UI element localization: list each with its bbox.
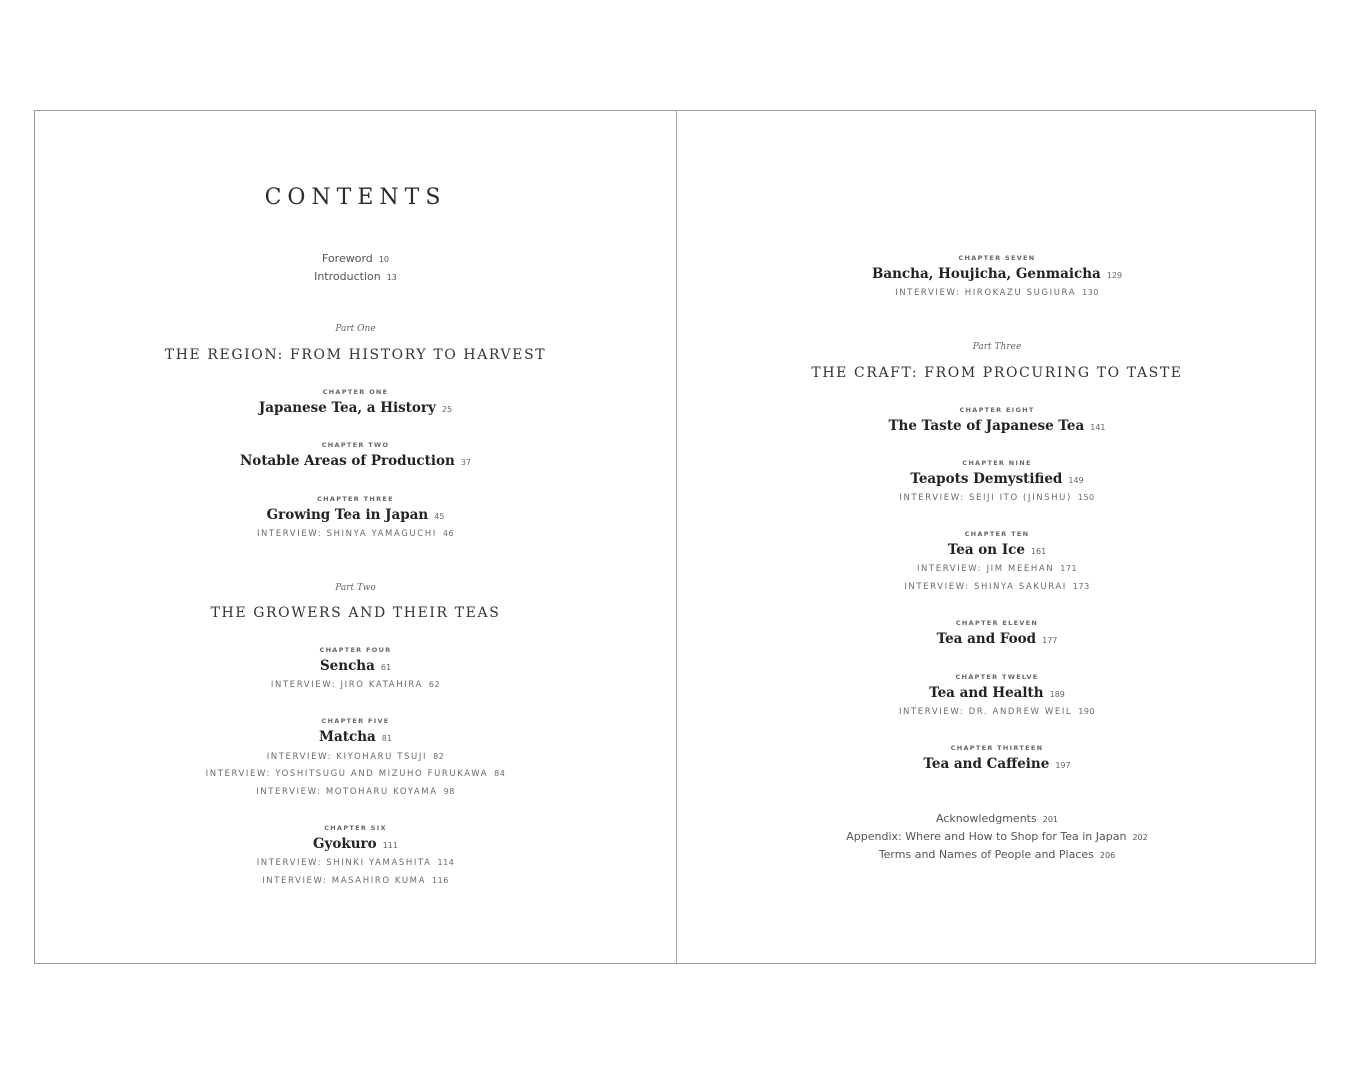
- chapter-twelve-label: CHAPTER TWELVE: [955, 673, 1039, 681]
- interview-page: 114: [437, 858, 455, 867]
- chapter-eight-label: CHAPTER EIGHT: [959, 406, 1035, 414]
- chapter-nine-title: [677, 473, 1317, 487]
- chapter-page: 197: [1055, 761, 1071, 770]
- interview-text: INTERVIEW: YOSHITSUGU AND MIZUHO FURUKAWA: [205, 769, 489, 779]
- interview-entry: [35, 788, 676, 797]
- chapter-page: 37: [460, 458, 472, 467]
- chapter-title-text: Tea on Ice: [947, 542, 1025, 558]
- entry-page: 13: [386, 273, 397, 282]
- interview-entry: [35, 770, 676, 779]
- interview-page: 46: [442, 529, 455, 538]
- part-two-title: THE GROWERS AND THEIR TEAS: [210, 605, 501, 621]
- entry-page: 10: [378, 255, 389, 264]
- entry-page: 201: [1042, 815, 1059, 824]
- interview-page: 84: [494, 769, 506, 778]
- chapter-title-text: Bancha, Houjicha, Genmaicha: [871, 266, 1101, 282]
- chapter-page: 177: [1042, 636, 1058, 645]
- interview-text: INTERVIEW: SEIJI ITO (JINSHU): [899, 493, 1072, 503]
- part-three-label: Part Three: [972, 342, 1022, 352]
- chapter-title-text: Teapots Demystified: [910, 471, 1063, 487]
- interview-text: INTERVIEW: MOTOHARU KOYAMA: [256, 787, 438, 797]
- chapter-page: 161: [1030, 547, 1047, 556]
- chapter-title-text: Tea and Health: [929, 685, 1044, 701]
- chapter-page: 189: [1049, 690, 1065, 699]
- chapter-title-text: Gyokuro: [313, 836, 377, 852]
- chapter-nine-label: CHAPTER NINE: [962, 459, 1032, 467]
- interview-page: 62: [428, 680, 441, 689]
- chapter-page: 111: [382, 841, 398, 850]
- interview-entry: [35, 859, 676, 868]
- interview-page: 82: [433, 752, 445, 761]
- interview-text: INTERVIEW: KIYOHARU TSUJI: [266, 752, 428, 762]
- interview-entry: [35, 753, 676, 762]
- right-page: [677, 111, 1317, 963]
- chapter-page: 61: [380, 663, 392, 672]
- interview-entry: [677, 565, 1317, 574]
- chapter-seven-label: CHAPTER SEVEN: [958, 254, 1036, 262]
- chapter-five-label: CHAPTER FIVE: [321, 717, 390, 725]
- chapter-eight-title: [677, 420, 1317, 434]
- entry-label: Appendix: Where and How to Shop for Tea in Japan: [846, 830, 1127, 843]
- chapter-six-title: [35, 838, 676, 852]
- chapter-title-text: Matcha: [319, 729, 376, 745]
- chapter-eleven-label: CHAPTER ELEVEN: [955, 619, 1039, 627]
- toc-entry-appendix: [677, 831, 1317, 842]
- chapter-thirteen-label: CHAPTER THIRTEEN: [950, 744, 1044, 752]
- book-spread: [34, 110, 1316, 964]
- chapter-page: 81: [381, 734, 392, 743]
- chapter-page: 129: [1106, 271, 1123, 280]
- entry-label: Terms and Names of People and Places: [878, 848, 1094, 861]
- chapter-four-title: [35, 660, 676, 674]
- interview-entry: [35, 530, 676, 539]
- toc-entry-acknowledgments: [677, 813, 1317, 824]
- chapter-title-text: Sencha: [319, 658, 375, 674]
- chapter-title-text: The Taste of Japanese Tea: [888, 418, 1085, 434]
- interview-page: 116: [432, 876, 449, 885]
- part-three-title: THE CRAFT: FROM PROCURING TO TASTE: [811, 365, 1183, 381]
- chapter-two-title: [35, 455, 676, 469]
- interview-page: 98: [443, 787, 455, 796]
- chapter-five-title: [35, 731, 676, 745]
- chapter-thirteen-title: [677, 758, 1317, 772]
- chapter-ten-label: CHAPTER TEN: [964, 530, 1030, 538]
- entry-page: 202: [1132, 833, 1148, 842]
- interview-page: 130: [1082, 288, 1099, 297]
- entry-label: Foreword: [322, 252, 373, 265]
- chapter-six-label: CHAPTER SIX: [324, 824, 387, 832]
- chapter-four-label: CHAPTER FOUR: [319, 646, 392, 654]
- part-one-title: THE REGION: FROM HISTORY TO HARVEST: [164, 347, 547, 363]
- toc-entry-foreword: [35, 253, 676, 264]
- interview-entry: [677, 289, 1317, 298]
- interview-text: INTERVIEW: DR. ANDREW WEIL: [898, 707, 1073, 717]
- page-title: CONTENTS: [264, 185, 447, 210]
- interview-text: INTERVIEW: JIM MEEHAN: [916, 564, 1055, 574]
- interview-page: 150: [1077, 493, 1095, 502]
- interview-text: INTERVIEW: MASAHIRO KUMA: [262, 876, 427, 886]
- chapter-page: 149: [1068, 476, 1084, 485]
- chapter-three-title: [35, 509, 676, 523]
- toc-entry-terms: [677, 849, 1317, 860]
- part-one-label: Part One: [335, 324, 376, 334]
- chapter-page: 141: [1090, 423, 1106, 432]
- chapter-title-text: Growing Tea in Japan: [266, 507, 429, 523]
- interview-text: INTERVIEW: SHINYA YAMAGUCHI: [256, 529, 437, 539]
- interview-text: INTERVIEW: HIROKAZU SUGIURA: [895, 288, 1077, 298]
- interview-entry: [677, 583, 1317, 592]
- chapter-one-title: [35, 402, 676, 416]
- chapter-two-label: CHAPTER TWO: [321, 441, 390, 449]
- interview-entry: [677, 494, 1317, 503]
- entry-label: Acknowledgments: [935, 812, 1037, 825]
- interview-text: INTERVIEW: SHINYA SAKURAI: [904, 582, 1067, 592]
- chapter-ten-title: [677, 544, 1317, 558]
- interview-text: INTERVIEW: SHINKI YAMASHITA: [256, 858, 432, 868]
- chapter-seven-title: [677, 268, 1317, 282]
- interview-text: INTERVIEW: JIRO KATAHIRA: [270, 680, 423, 690]
- part-two-label: Part Two: [335, 583, 376, 593]
- chapter-twelve-title: [677, 687, 1317, 701]
- chapter-page: 25: [441, 405, 453, 414]
- toc-entry-introduction: [35, 271, 676, 282]
- interview-entry: [35, 877, 676, 886]
- chapter-one-label: CHAPTER ONE: [322, 388, 389, 396]
- chapter-title-text: Tea and Food: [936, 631, 1037, 647]
- chapter-eleven-title: [677, 633, 1317, 647]
- chapter-title-text: Tea and Caffeine: [923, 756, 1050, 772]
- chapter-page: 45: [434, 512, 445, 521]
- interview-entry: [35, 681, 676, 690]
- left-page: [35, 111, 676, 963]
- entry-label: Introduction: [314, 270, 381, 283]
- chapter-title-text: Notable Areas of Production: [239, 453, 455, 469]
- entry-page: 206: [1099, 851, 1116, 860]
- interview-page: 171: [1060, 564, 1078, 573]
- interview-entry: [677, 708, 1317, 717]
- interview-page: 190: [1078, 707, 1096, 716]
- chapter-title-text: Japanese Tea, a History: [258, 400, 436, 416]
- interview-page: 173: [1072, 582, 1090, 591]
- chapter-three-label: CHAPTER THREE: [317, 495, 394, 503]
